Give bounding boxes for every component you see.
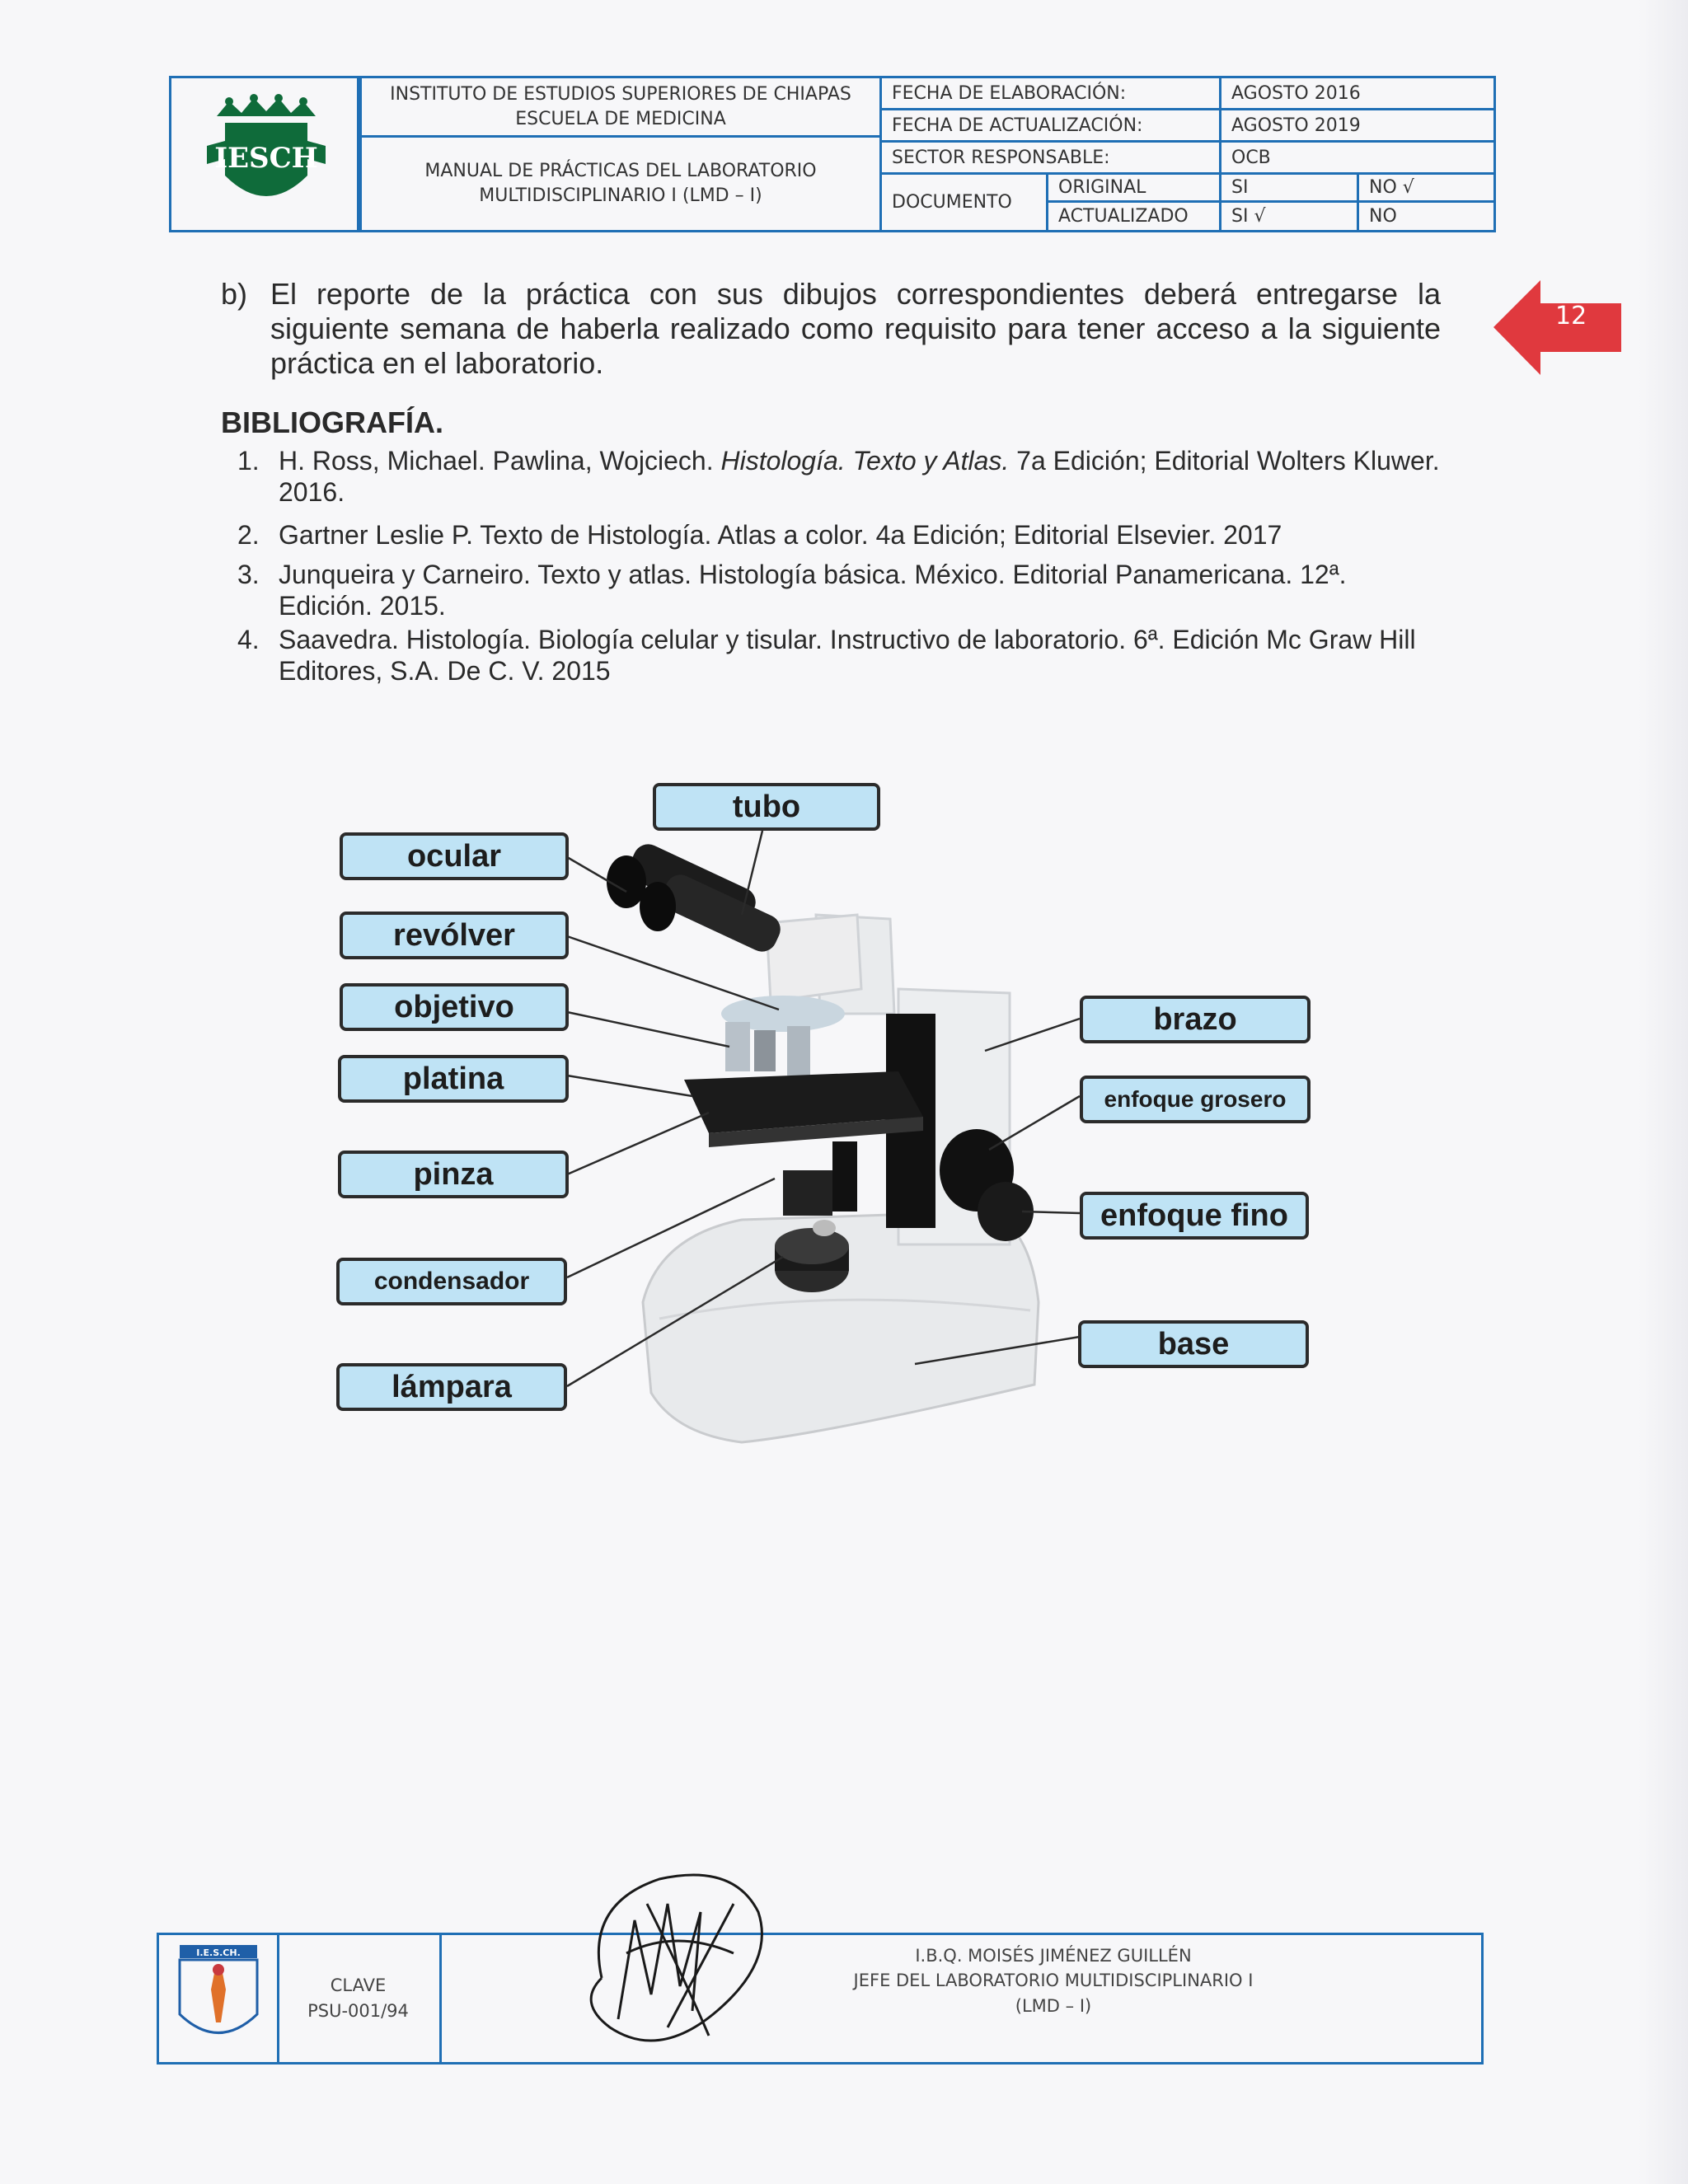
- bib-text-post: 7a Edición; Editorial Wolters Kluwer. 2016.: [279, 446, 1440, 507]
- actualizado-no: NO: [1357, 200, 1496, 232]
- label-tubo: tubo: [653, 783, 880, 831]
- leader-revolver: [567, 936, 779, 1010]
- leader-platina: [567, 1076, 692, 1096]
- seal-cell: [159, 1935, 279, 2062]
- logo-cell: [169, 76, 359, 232]
- actualizado-label: ACTUALIZADO: [1046, 200, 1221, 232]
- page-edge-shadow: [1639, 0, 1688, 2184]
- label-pinza: pinza: [338, 1151, 569, 1198]
- clave-value: PSU-001/94: [307, 2001, 409, 2021]
- clave-cell: [277, 1935, 442, 2062]
- institution-name: INSTITUTO DE ESTUDIOS SUPERIORES DE CHIAPAS: [390, 83, 851, 105]
- label-objetivo: objetivo: [340, 983, 569, 1031]
- leader-condensador: [567, 1179, 775, 1277]
- label-platina: platina: [338, 1055, 569, 1103]
- label-brazo: brazo: [1080, 996, 1311, 1043]
- bib-text: Gartner Leslie P. Texto de Histología. Atlas a color. 4a Edición; Editorial Elsevier. 2017: [279, 520, 1282, 550]
- fecha-elaboracion-label: FECHA DE ELABORACIÓN:: [879, 76, 1221, 110]
- bib-number: 1.: [237, 446, 260, 476]
- signatory-block: [777, 1943, 1329, 2018]
- leader-ocular: [567, 857, 626, 892]
- sector-value: OCB: [1219, 140, 1496, 175]
- leader-lines: [567, 831, 1080, 1386]
- bib-number: 2.: [237, 520, 260, 550]
- bib-text: Junqueira y Carneiro. Texto y atlas. Histología básica. México. Editorial Panamericana. 12ª. Edición. 2015.: [279, 560, 1347, 621]
- institution-cell: [359, 76, 882, 138]
- handwritten-signature: [569, 1854, 783, 2069]
- page-number: 12: [1555, 302, 1587, 330]
- original-si: SI: [1219, 172, 1359, 203]
- bib-text: H. Ross, Michael. Pawlina, Wojciech.: [279, 446, 721, 476]
- label-condensador: condensador: [336, 1258, 567, 1305]
- manual-title-line1: MANUAL DE PRÁCTICAS DEL LABORATORIO: [424, 161, 817, 182]
- manual-title-cell: [359, 135, 882, 232]
- signatory-name: I.B.Q. MOISÉS JIMÉNEZ GUILLÉN: [915, 1946, 1192, 1966]
- original-label: ORIGINAL: [1046, 172, 1221, 203]
- bib-number: 4.: [237, 625, 260, 654]
- bibliography-item: [237, 624, 1441, 687]
- leader-enfoque-grosero: [989, 1096, 1080, 1150]
- leader-base: [915, 1337, 1080, 1364]
- svg-text:IESCH: IESCH: [214, 142, 318, 175]
- bib-italic-title: Histología. Texto y Atlas.: [720, 446, 1010, 476]
- item-b-text: El reporte de la práctica con sus dibujos correspondientes deberá entregarse la siguiente semana de haberla realizado como requisito para tener acceso a la siguiente práctica en el laboratorio.: [270, 277, 1441, 380]
- label-ocular: ocular: [340, 832, 569, 880]
- item-b-label: b): [221, 277, 248, 311]
- actualizado-si: SI √: [1219, 200, 1359, 232]
- signatory-role-2: (LMD – I): [1015, 1995, 1092, 2016]
- fecha-elaboracion-value: AGOSTO 2016: [1219, 76, 1496, 110]
- original-no: NO √: [1357, 172, 1496, 203]
- bibliography-item: [237, 445, 1441, 508]
- document-footer-table: [157, 1933, 1484, 2064]
- item-b: [221, 277, 1441, 381]
- bibliography-title: BIBLIOGRAFÍA.: [221, 405, 443, 439]
- microscope-illustration: [607, 839, 1039, 1442]
- label-base: base: [1078, 1320, 1309, 1368]
- leader-lampara: [567, 1257, 783, 1386]
- page-number-marker: [1493, 280, 1621, 379]
- label-enfoque-fino: enfoque fino: [1080, 1192, 1309, 1240]
- document-header-table: [169, 76, 1496, 232]
- fecha-actualizacion-label: FECHA DE ACTUALIZACIÓN:: [879, 108, 1221, 143]
- school-seal-icon: [165, 1940, 272, 2055]
- bibliography-item: [237, 519, 1441, 551]
- leader-tubo: [742, 831, 762, 915]
- leader-brazo: [985, 1019, 1080, 1051]
- leader-enfoque-fino: [1022, 1212, 1080, 1213]
- svg-text:I.E.S.CH.: I.E.S.CH.: [196, 1947, 241, 1958]
- clave-label: CLAVE: [330, 1975, 387, 1995]
- bib-text: Saavedra. Histología. Biología celular y tisular. Instructivo de laboratorio. 6ª. Edición Mc Graw Hill Editores, S.A. De C. V. 2015: [279, 625, 1416, 686]
- label-enfoque-grosero: enfoque grosero: [1080, 1076, 1311, 1123]
- documento-label: DOCUMENTO: [879, 172, 1048, 232]
- label-lampara: lámpara: [336, 1363, 567, 1411]
- manual-title-line2: MULTIDISCIPLINARIO I (LMD – I): [479, 185, 762, 206]
- iesch-logo-icon: [200, 93, 332, 217]
- sector-label: SECTOR RESPONSABLE:: [879, 140, 1221, 175]
- bib-number: 3.: [237, 560, 260, 589]
- fecha-actualizacion-value: AGOSTO 2019: [1219, 108, 1496, 143]
- school-name: ESCUELA DE MEDICINA: [515, 108, 726, 129]
- bibliography-item: [237, 559, 1441, 621]
- signatory-role: JEFE DEL LABORATORIO MULTIDISCIPLINARIO I: [853, 1971, 1254, 1991]
- label-revolver: revólver: [340, 912, 569, 959]
- leader-pinza: [567, 1113, 709, 1174]
- leader-objetivo: [567, 1012, 729, 1047]
